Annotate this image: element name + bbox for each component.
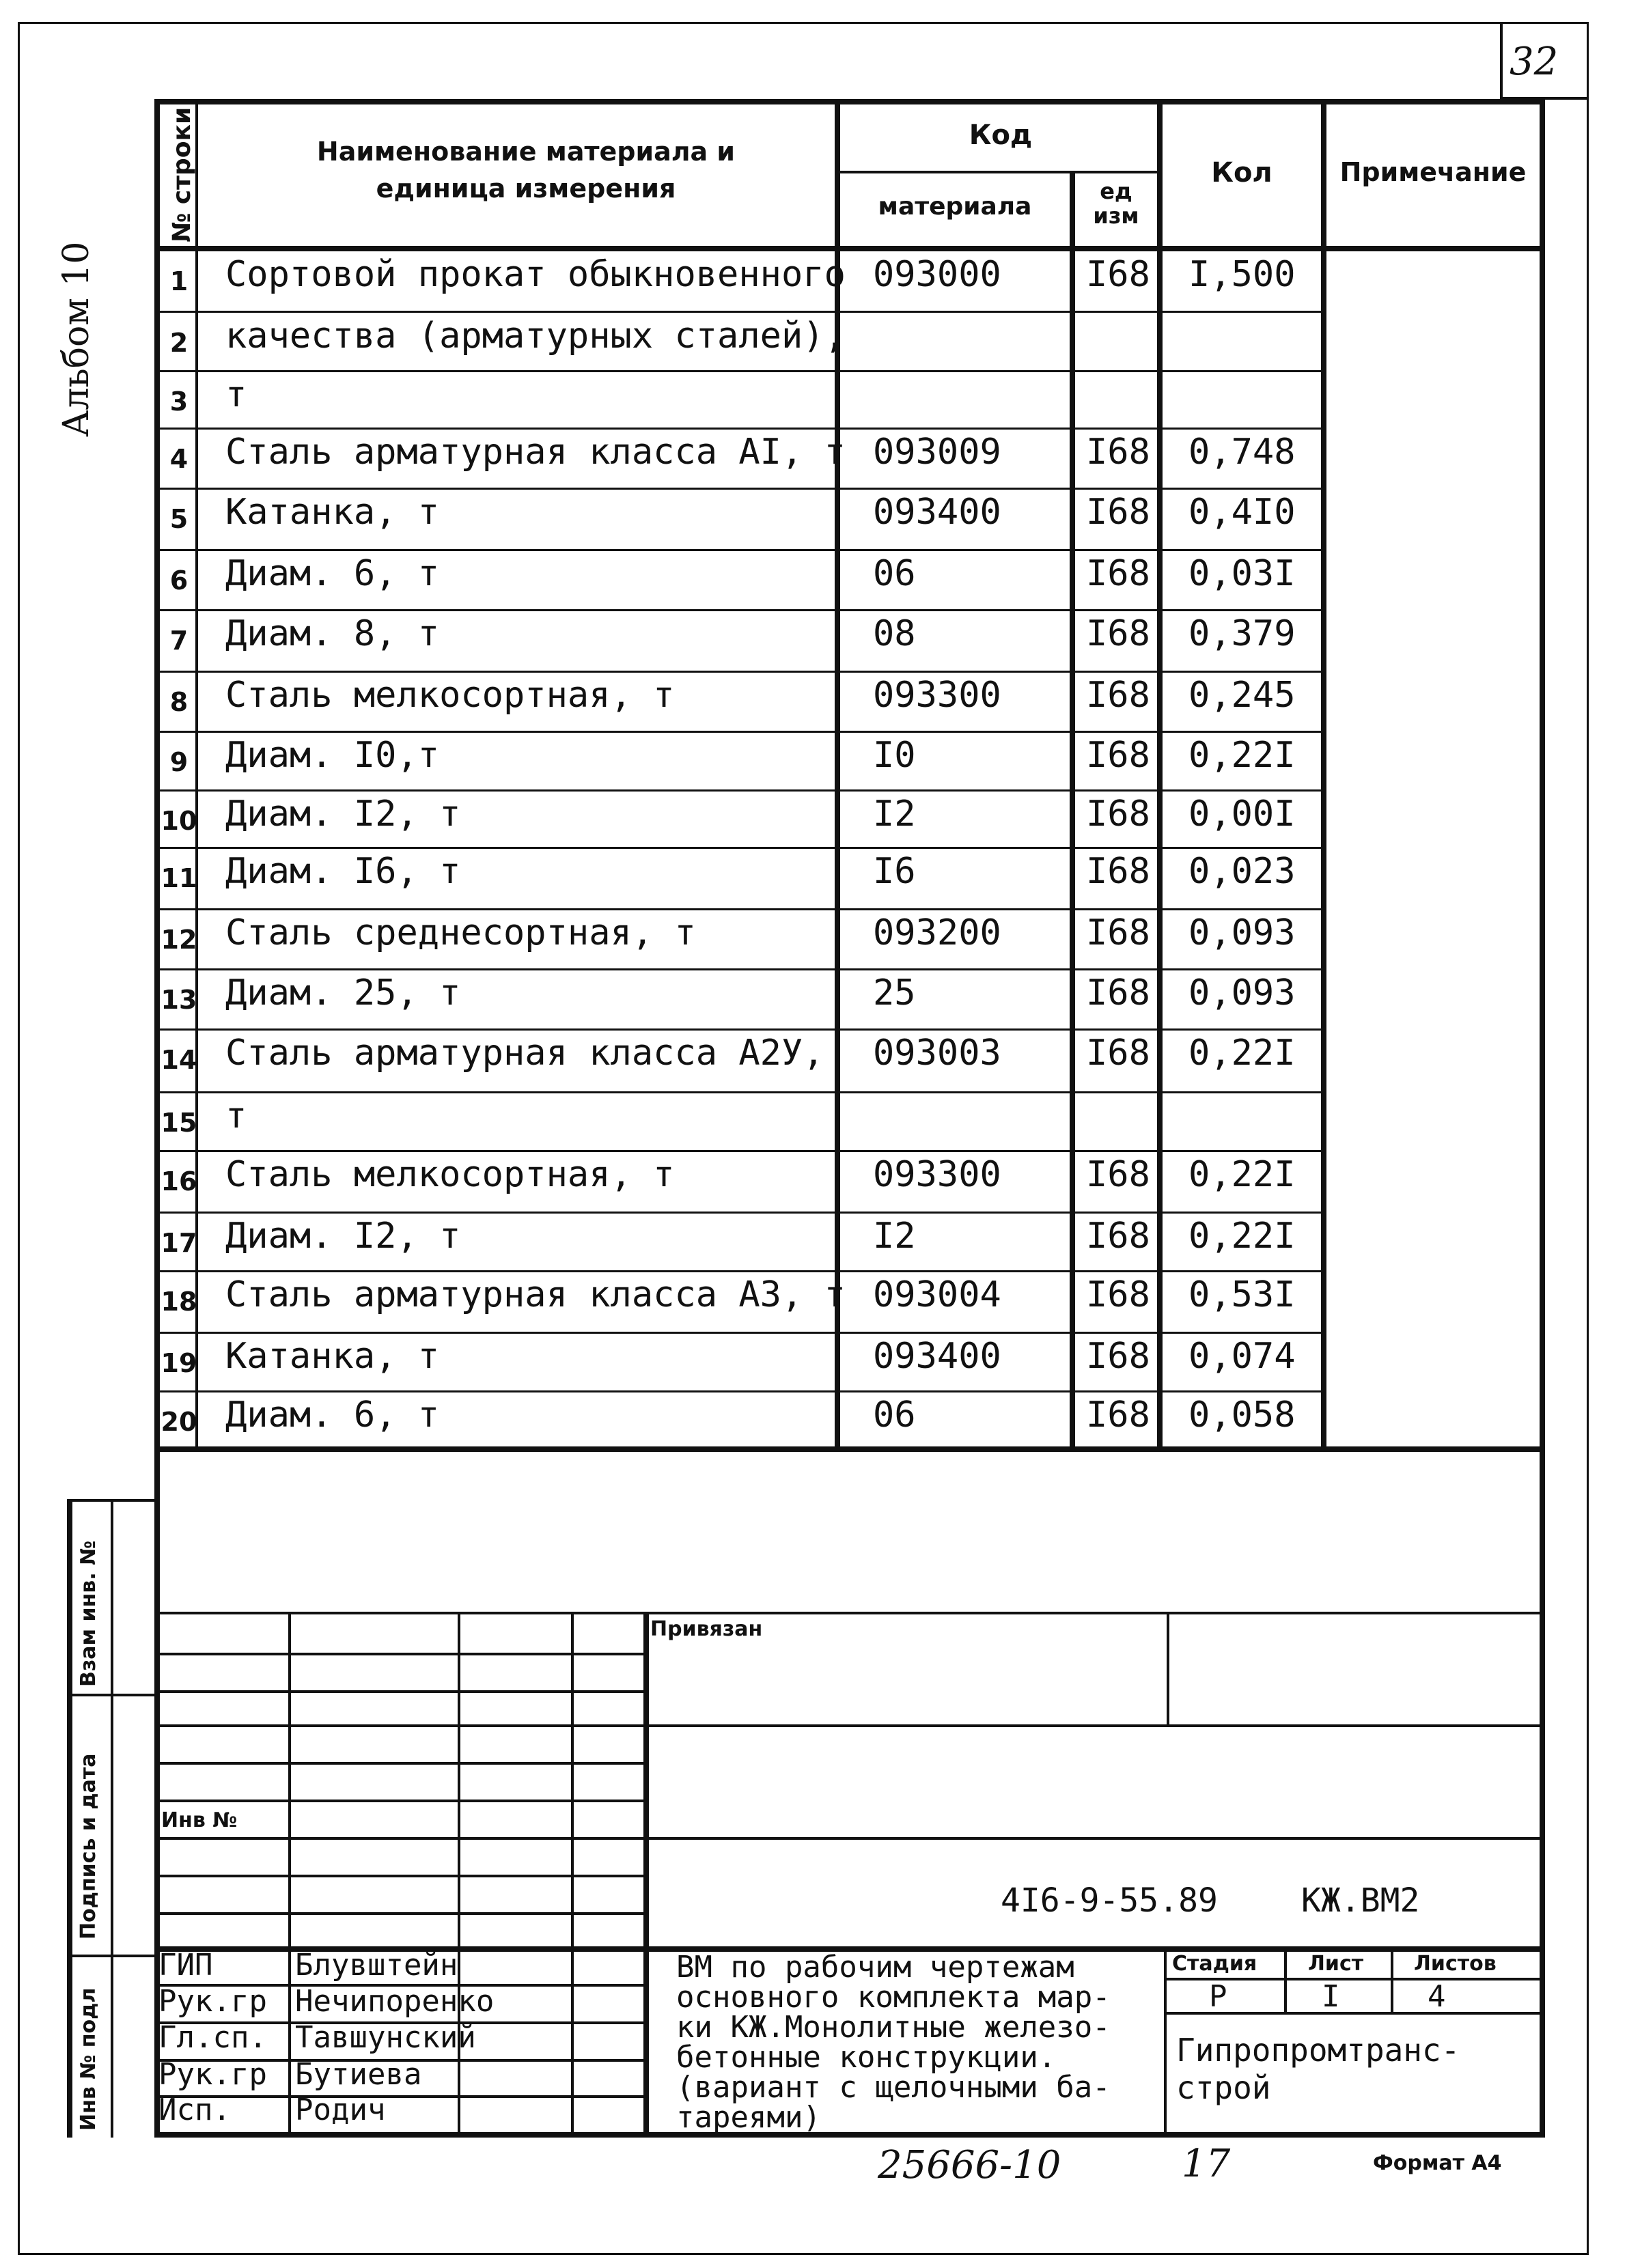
table-bottom-line <box>154 1446 1545 1452</box>
row-separator <box>154 1270 1324 1272</box>
material-name: Сталь арматурная класса AI, т <box>225 432 846 473</box>
page-number-box-left <box>1500 22 1503 97</box>
frame-top <box>154 99 1545 104</box>
material-code: 06 <box>873 1395 916 1436</box>
material-code: I2 <box>873 1216 916 1257</box>
unit-code: I68 <box>1086 553 1150 594</box>
quantity: 0,22I <box>1188 1154 1296 1195</box>
col-unit-line <box>1070 171 1075 1451</box>
material-name: т <box>225 374 247 415</box>
unit-code: I68 <box>1086 1336 1150 1377</box>
row-number: 15 <box>161 1108 197 1138</box>
header-name: Наименование материала и единица измерения <box>316 137 736 204</box>
outer-frame <box>18 22 1589 2255</box>
row-separator <box>154 847 1324 849</box>
side-label-inv: Инв № подл <box>77 1987 100 2131</box>
header-rownum: № строки <box>168 107 196 242</box>
material-code: 08 <box>873 613 916 654</box>
quantity: 0,058 <box>1188 1395 1296 1436</box>
material-name: качества (арматурных сталей), <box>225 316 846 356</box>
stage-label: Стадия <box>1172 1952 1257 1976</box>
quantity: 0,22I <box>1188 735 1296 776</box>
title-line: ВМ по рабочим чертежам <box>676 1950 1074 1985</box>
quantity: 0,093 <box>1188 972 1296 1013</box>
stamp-col-4 <box>643 1612 649 2132</box>
quantity: 0,22I <box>1188 1033 1296 1074</box>
row-number: 3 <box>169 387 189 417</box>
material-code: 25 <box>873 972 916 1013</box>
quantity: 0,00I <box>1188 794 1296 835</box>
side-column-left <box>67 1499 72 2138</box>
material-name: т <box>225 1095 247 1136</box>
row-separator <box>154 968 1324 970</box>
row-separator <box>154 1212 1324 1214</box>
unit-code: I68 <box>1086 492 1150 533</box>
row-number: 17 <box>161 1228 197 1258</box>
page-number: 32 <box>1510 40 1559 84</box>
stamp-h-privyazan <box>643 1724 1545 1727</box>
material-code: 093400 <box>873 492 1001 533</box>
organization-line-1: Гипропромтранс- <box>1176 2032 1460 2069</box>
unit-code: I68 <box>1086 1395 1150 1436</box>
row-separator <box>154 428 1324 430</box>
signer-role: Гл.сп. <box>158 2020 267 2055</box>
material-name: Диам. I2, т <box>225 1216 461 1257</box>
unit-code: I68 <box>1086 1154 1150 1195</box>
frame-bottom <box>154 2132 1545 2138</box>
document-mark: КЖ.ВМ2 <box>1301 1881 1420 1920</box>
quantity: 0,379 <box>1188 613 1296 654</box>
stamp-top <box>154 1612 1545 1614</box>
row-separator <box>154 1028 1324 1031</box>
row-number: 10 <box>161 806 197 836</box>
material-code: 093004 <box>873 1274 1001 1315</box>
quantity: 0,023 <box>1188 851 1296 892</box>
signer-name: Блувштейн <box>295 1948 458 1983</box>
format-label: Формат А4 <box>1373 2151 1502 2175</box>
side-divider <box>111 1499 113 2138</box>
frame-right <box>1540 99 1545 2138</box>
material-code: 093300 <box>873 675 1001 716</box>
signer-name: Тавшунский <box>295 2020 476 2055</box>
designation: 4I6-9-55.89 <box>1001 1881 1218 1920</box>
side-label-podpis: Подпись и дата <box>77 1753 100 1940</box>
quantity: 0,4I0 <box>1188 492 1296 533</box>
material-name: Сортовой прокат обыкновенного <box>225 254 846 295</box>
row-number: 19 <box>161 1348 197 1378</box>
row-number: 16 <box>161 1166 197 1196</box>
material-code: I6 <box>873 851 916 892</box>
row-number: 13 <box>161 985 197 1015</box>
quantity: 0,03I <box>1188 553 1296 594</box>
row-number: 5 <box>169 504 189 534</box>
header-code: Код <box>969 120 1033 151</box>
row-number: 2 <box>169 328 189 358</box>
sheets-label: Листов <box>1414 1952 1497 1976</box>
title-line: (вариант с щелочными ба- <box>676 2070 1111 2105</box>
unit-code: I68 <box>1086 972 1150 1013</box>
stamp-grid-h3 <box>154 1724 643 1727</box>
header-note: Примечание <box>1339 157 1527 187</box>
col-note-line <box>1321 99 1326 1451</box>
header-code-material: материала <box>878 193 1032 221</box>
signer-role: ГИП <box>158 1948 213 1983</box>
stamp-grid-h8 <box>154 1912 643 1915</box>
sheets-value: 4 <box>1428 1979 1446 2014</box>
title-line: ки КЖ.Монолитные железо- <box>676 2010 1111 2045</box>
quantity: 0,748 <box>1188 432 1296 473</box>
quantity: 0,245 <box>1188 675 1296 716</box>
row-separator <box>154 370 1324 372</box>
material-name: Диам. 6, т <box>225 553 440 594</box>
unit-code: I68 <box>1086 675 1150 716</box>
title-line: основного комплекта мар- <box>676 1980 1111 2015</box>
row-number: 11 <box>161 863 197 893</box>
stamp-grid-h1 <box>154 1653 643 1655</box>
col-code-line <box>835 99 840 1451</box>
row-number: 8 <box>169 687 189 717</box>
unit-code: I68 <box>1086 794 1150 835</box>
stamp-grid-h4 <box>154 1762 643 1765</box>
stage-value: Р <box>1209 1979 1227 2014</box>
material-name: Диам. 8, т <box>225 613 440 654</box>
unit-code: I68 <box>1086 735 1150 776</box>
stamp-grid-h5 <box>154 1800 643 1802</box>
row-separator <box>154 671 1324 673</box>
quantity: 0,093 <box>1188 912 1296 953</box>
material-name: Сталь арматурная класса А2У, <box>225 1033 824 1074</box>
footer-number: 25666-10 <box>878 2143 1061 2187</box>
material-code: 093400 <box>873 1336 1001 1377</box>
row-number: 20 <box>161 1407 197 1437</box>
signer-name: Бутиева <box>295 2057 422 2092</box>
album-label: Альбом 10 <box>56 241 97 437</box>
organization-line-2: строй <box>1176 2069 1271 2106</box>
row-separator <box>154 789 1324 792</box>
side-label-vzam: Взам инв. № <box>77 1540 100 1687</box>
stamp-col-sheet <box>1284 1946 1287 2012</box>
unit-code: I68 <box>1086 254 1150 295</box>
material-name: Диам. I2, т <box>225 794 461 835</box>
signer-role: Исп. <box>158 2092 231 2127</box>
material-code: 06 <box>873 553 916 594</box>
unit-code: I68 <box>1086 613 1150 654</box>
quantity: 0,22I <box>1188 1216 1296 1257</box>
material-code: 093300 <box>873 1154 1001 1195</box>
material-name: Диам. 6, т <box>225 1395 440 1436</box>
row-number: 1 <box>169 266 189 296</box>
unit-code: I68 <box>1086 1274 1150 1315</box>
unit-code: I68 <box>1086 1216 1150 1257</box>
material-code: 093003 <box>873 1033 1001 1074</box>
row-number: 9 <box>169 747 189 777</box>
material-name: Диам. 25, т <box>225 972 461 1013</box>
header-bottom-line <box>154 246 1545 251</box>
signer-name: Родич <box>295 2092 386 2127</box>
material-code: 093009 <box>873 432 1001 473</box>
footer-number-2: 17 <box>1182 2142 1231 2186</box>
material-code: I0 <box>873 735 916 776</box>
row-separator <box>154 609 1324 611</box>
quantity: I,500 <box>1188 254 1296 295</box>
stamp-grid-h7 <box>154 1875 643 1877</box>
row-separator <box>154 1332 1324 1334</box>
material-name: Сталь арматурная класса А3, т <box>225 1274 846 1315</box>
quantity: 0,074 <box>1188 1336 1296 1377</box>
inv-no-label: Инв № <box>161 1808 238 1832</box>
unit-code: I68 <box>1086 1033 1150 1074</box>
row-number: 14 <box>161 1045 197 1075</box>
signer-name: Нечипоренко <box>295 1984 495 2019</box>
privyazan-label: Привязан <box>650 1617 763 1641</box>
stamp-col-stage <box>1164 1946 1167 2132</box>
quantity: 0,53I <box>1188 1274 1296 1315</box>
header-qty: Кол <box>1211 157 1273 188</box>
unit-code: I68 <box>1086 851 1150 892</box>
sheet-value: I <box>1322 1979 1340 2014</box>
stamp-col-sheets <box>1391 1946 1393 2012</box>
signer-role: Рук.гр <box>158 1984 267 2019</box>
unit-code: I68 <box>1086 432 1150 473</box>
unit-code: I68 <box>1086 912 1150 953</box>
material-name: Катанка, т <box>225 492 440 533</box>
material-name: Сталь мелкосортная, т <box>225 1154 675 1195</box>
stamp-col-privyazan <box>1167 1612 1169 1724</box>
material-name: Сталь мелкосортная, т <box>225 675 675 716</box>
col-qty-line <box>1157 99 1163 1451</box>
row-number: 12 <box>161 925 197 955</box>
frame-left <box>154 99 160 2138</box>
title-line: бетонные конструкции. <box>676 2040 1057 2075</box>
row-number: 18 <box>161 1287 197 1317</box>
material-name: Катанка, т <box>225 1336 440 1377</box>
row-number: 4 <box>169 444 189 474</box>
row-separator <box>154 908 1324 910</box>
material-name: Диам. I0,т <box>225 735 440 776</box>
row-separator <box>154 1091 1324 1093</box>
row-number: 7 <box>169 626 189 656</box>
row-separator <box>154 1150 1324 1152</box>
stamp-grid-h6 <box>154 1837 643 1840</box>
material-code: I2 <box>873 794 916 835</box>
material-code: 093000 <box>873 254 1001 295</box>
row-separator <box>154 731 1324 733</box>
title-line: тареями) <box>676 2100 821 2135</box>
row-separator <box>154 488 1324 490</box>
row-separator <box>154 549 1324 551</box>
stamp-h-designation <box>643 1837 1545 1840</box>
material-name: Диам. I6, т <box>225 851 461 892</box>
signer-role: Рук.гр <box>158 2057 267 2092</box>
sheet-label: Лист <box>1308 1952 1364 1976</box>
row-number: 6 <box>169 565 189 596</box>
material-name: Сталь среднесортная, т <box>225 912 696 953</box>
stamp-grid-h2 <box>154 1690 643 1693</box>
material-code: 093200 <box>873 912 1001 953</box>
row-separator <box>154 311 1324 313</box>
row-separator <box>154 1390 1324 1392</box>
header-code-unit: ед изм <box>1093 178 1139 229</box>
code-subheader-line <box>835 171 1163 173</box>
